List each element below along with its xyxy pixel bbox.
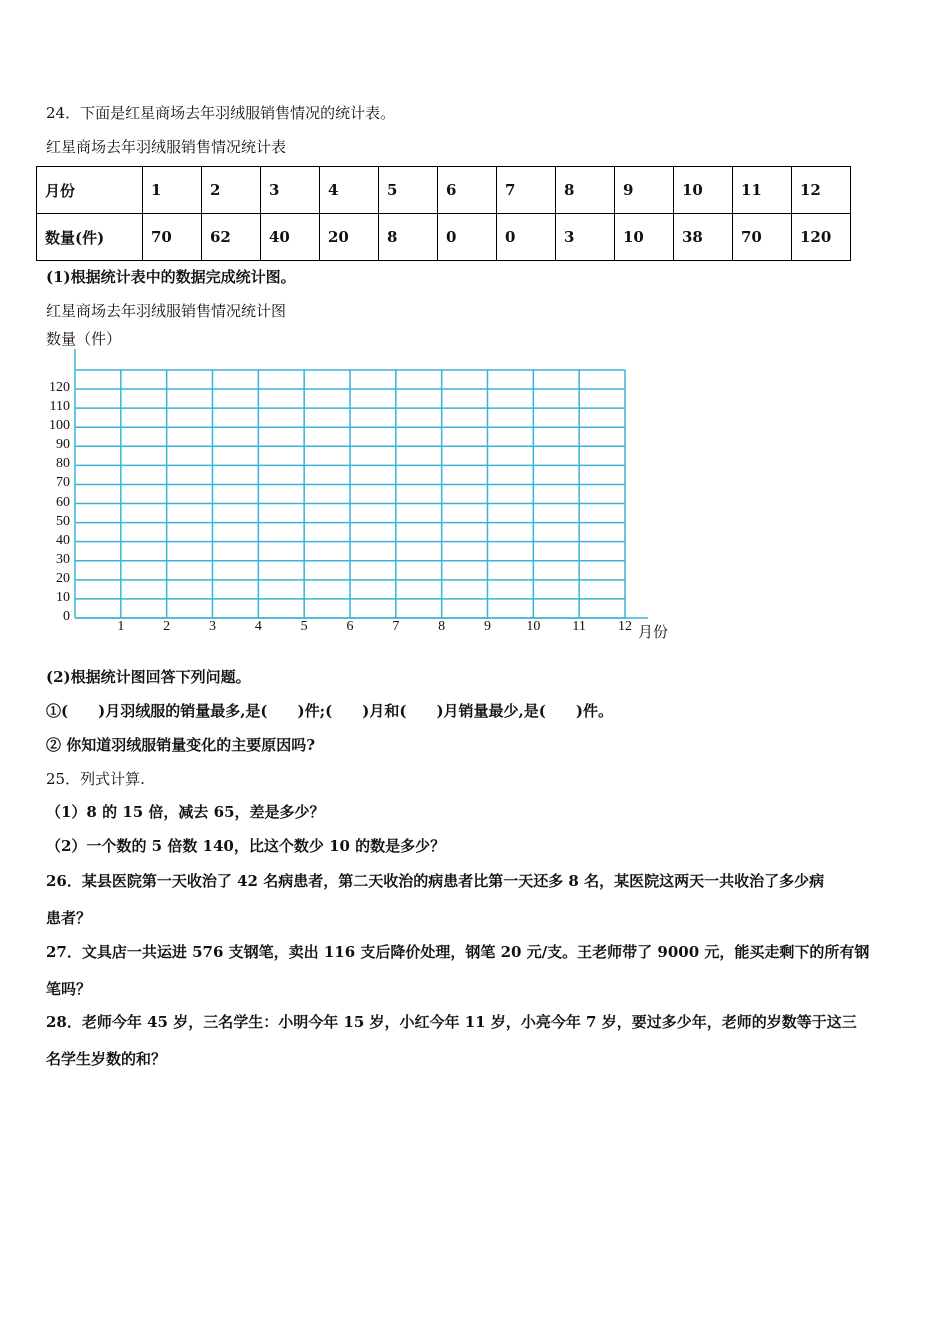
q27-line1: 27．文具店一共运进 576 支钢笔，卖出 116 支后降价处理，钢笔 20 元/支。王老师带了 9000 元，能买走剩下的所有钢 xyxy=(46,943,870,961)
quantity-cell: 70 xyxy=(733,214,792,261)
month-cell: 12 xyxy=(792,167,851,214)
q28-line1: 28．老师今年 45 岁，三名学生：小明今年 15 岁，小红今年 11 岁，小亮今年 7 岁，要过多少年，老师的岁数等于这三 xyxy=(46,1013,857,1031)
x-tick-label: 3 xyxy=(209,619,216,634)
header-quantity: 数量(件) xyxy=(37,214,143,261)
table-caption: 红星商场去年羽绒服销售情况统计表 xyxy=(46,138,287,156)
y-tick-label: 50 xyxy=(56,513,70,529)
quantity-cell: 20 xyxy=(320,214,379,261)
month-cell: 8 xyxy=(556,167,615,214)
quantity-cell: 3 xyxy=(556,214,615,261)
x-tick-label: 10 xyxy=(526,619,541,634)
y-tick-label: 100 xyxy=(49,418,70,434)
q24-title: 24．下面是红星商场去年羽绒服销售情况的统计表。 xyxy=(46,104,396,122)
y-tick-label: 120 xyxy=(49,380,70,396)
y-tick-label: 90 xyxy=(56,437,70,453)
y-tick-label: 70 xyxy=(56,475,70,491)
q27-line2: 笔吗？ xyxy=(46,980,92,998)
q25-part1: （1）8 的 15 倍，减去 65，差是多少？ xyxy=(46,803,325,821)
x-tick-label: 7 xyxy=(392,619,400,634)
quantity-cell: 0 xyxy=(497,214,556,261)
y-tick-label: 80 xyxy=(56,456,70,472)
x-tick-label: 11 xyxy=(572,619,586,634)
quantity-cell: 62 xyxy=(202,214,261,261)
x-tick-label: 5 xyxy=(300,619,308,634)
quantity-cell: 8 xyxy=(379,214,438,261)
chart-caption: 红星商场去年羽绒服销售情况统计图 xyxy=(46,302,287,320)
q25-part2: （2）一个数的 5 倍数 140，比这个数少 10 的数是多少？ xyxy=(46,837,446,855)
x-tick-label: 9 xyxy=(484,619,491,634)
q26-line2: 患者？ xyxy=(46,909,92,927)
question-2: ② 你知道羽绒服销量变化的主要原因吗? xyxy=(46,736,316,754)
month-cell: 5 xyxy=(379,167,438,214)
blank-line-chart-grid xyxy=(0,0,950,660)
part1-text: (1)根据统计表中的数据完成统计图。 xyxy=(46,268,296,286)
quantity-cell: 70 xyxy=(143,214,202,261)
quantity-cell: 0 xyxy=(438,214,497,261)
y-axis-label: 数量（件） xyxy=(46,330,122,348)
question-1: ①( )月羽绒服的销量最多,是( )件;( )月和( )月销量最少,是( )件。 xyxy=(46,702,613,720)
q25-title: 25．列式计算. xyxy=(46,770,145,788)
x-tick-label: 4 xyxy=(254,619,262,634)
header-month: 月份 xyxy=(37,167,143,214)
month-cell: 10 xyxy=(674,167,733,214)
month-cell: 1 xyxy=(143,167,202,214)
y-tick-label: 30 xyxy=(56,551,70,567)
y-tick-label: 20 xyxy=(56,570,70,586)
quantity-cell: 38 xyxy=(674,214,733,261)
y-tick-label: 0 xyxy=(63,609,70,624)
month-cell: 3 xyxy=(261,167,320,214)
q28-line2: 名学生岁数的和？ xyxy=(46,1050,167,1068)
x-tick-label: 8 xyxy=(438,619,446,634)
quantity-cell: 40 xyxy=(261,214,320,261)
x-tick-label: 6 xyxy=(346,619,354,634)
y-tick-label: 40 xyxy=(56,532,70,548)
quantity-cell: 120 xyxy=(792,214,851,261)
month-cell: 11 xyxy=(733,167,792,214)
x-tick-label: 12 xyxy=(618,619,632,634)
month-cell: 2 xyxy=(202,167,261,214)
month-cell: 7 xyxy=(497,167,556,214)
x-tick-label: 2 xyxy=(163,619,171,634)
y-tick-label: 60 xyxy=(56,494,70,510)
quantity-cell: 10 xyxy=(615,214,674,261)
part2-text: (2)根据统计图回答下列问题。 xyxy=(46,668,251,686)
month-cell: 4 xyxy=(320,167,379,214)
x-tick-label: 1 xyxy=(117,619,125,634)
month-cell: 9 xyxy=(615,167,674,214)
q26-line1: 26．某县医院第一天收治了 42 名病患者，第二天收治的病患者比第一天还多 8 名，某医院这两天一共收治了多少病 xyxy=(46,872,825,890)
month-cell: 6 xyxy=(438,167,497,214)
y-tick-label: 110 xyxy=(49,399,70,415)
x-axis-label: 月份 xyxy=(638,625,669,641)
y-tick-label: 10 xyxy=(56,589,70,605)
